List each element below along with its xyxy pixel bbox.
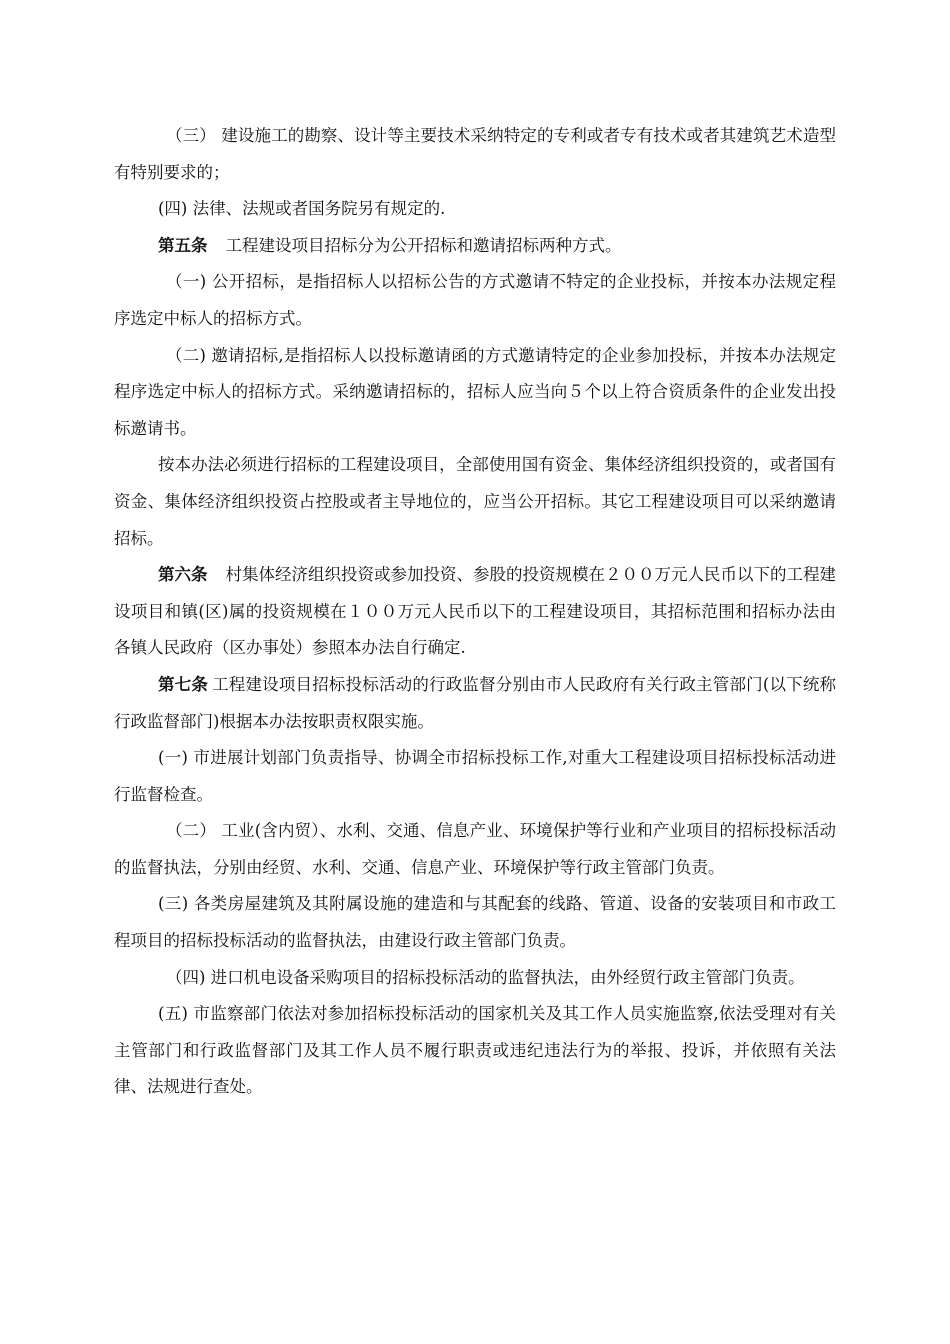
paragraph-text: （三） 建设施工的勘察、设计等主要技术采纳特定的专利或者专有技术或者其建筑艺术造型有特别要求的； [114,126,836,182]
paragraph-clause-3-special-tech [114,118,836,191]
article-5 [114,228,836,265]
paragraph-planning-dept [114,740,836,813]
paragraph-text: (四) 法律、法规或者国务院另有规定的. [158,199,446,219]
paragraph-text: （二） 工业(含内贸）、水利、交通、信息产业、环境保护等行业和产业项目的招标投标活动的监督执法，分别由经贸、水利、交通、信息产业、环境保护等行政主管部门负责。 [114,821,836,877]
paragraph-text: 按本办法必须进行招标的工程建设项目，全部使用国有资金、集体经济组织投资的，或者国有资金、集体经济组织投资占控股或者主导地位的，应当公开招标。其它工程建设项目可以采纳邀请招标。 [114,455,836,548]
article-6 [114,557,836,667]
paragraph-invited-tender [114,338,836,448]
paragraph-open-tender [114,264,836,337]
article-number: 第七条 [158,674,209,694]
paragraph-text: （一) 公开招标，是指招标人以招标公告的方式邀请不特定的企业投标，并按本办法规定程序选定中标人的招标方式。 [114,272,836,328]
paragraph-text: （四) 进口机电设备采购项目的招标投标活动的监督执法，由外经贸行政主管部门负责。 [166,967,805,987]
article-number: 第六条 [158,565,208,585]
paragraph-text: 工程建设项目招标投标活动的行政监督分别由市人民政府有关行政主管部门(以下统称行政监督部门)根据本办法按职责权限实施。 [114,674,837,731]
paragraph-text: (三) 各类房屋建筑及其附属设施的建造和与其配套的线路、管道、设备的安装项目和市政工程项目的招标投标活动的监督执法，由建设行政主管部门负责。 [114,894,836,951]
article-7 [114,667,836,740]
paragraph-import-equipment [114,960,836,997]
paragraph-text: (五) 市监察部门依法对参加招标投标活动的国家机关及其工作人员实施监察,依法受理对有关主管部门和行政监督部门及其工作人员不履行职责或违纪违法行为的举报、投诉，并依照有关法律、法规进行查处。 [114,1004,836,1097]
paragraph-industry-projects [114,813,836,886]
paragraph-clause-4-other-rules [114,191,836,228]
paragraph-text: (一) 市进展计划部门负责指导、协调全市招标投标工作,对重大工程建设项目招标投标活动进行监督检查。 [114,748,836,804]
document-body [114,118,836,1106]
paragraph-construction-dept [114,886,836,959]
paragraph-public-funding [114,447,836,557]
paragraph-text: 村集体经济组织投资或参加投资、参股的投资规模在２００万元人民币以下的工程建设项目和镇(区)属的投资规模在１００万元人民币以下的工程建设项目，其招标范围和招标办法由各镇人民政府（区办事处）参照本办法自行确定. [114,565,836,658]
paragraph-supervision-dept [114,996,836,1106]
paragraph-text: （二) 邀请招标,是指招标人以投标邀请函的方式邀请特定的企业参加投标，并按本办法规定程序选定中标人的招标方式。采纳邀请招标的，招标人应当向５个以上符合资质条件的企业发出投标邀请书。 [114,345,836,438]
article-number: 第五条 [158,235,208,255]
paragraph-text: 工程建设项目招标分为公开招标和邀请招标两种方式。 [225,235,622,255]
